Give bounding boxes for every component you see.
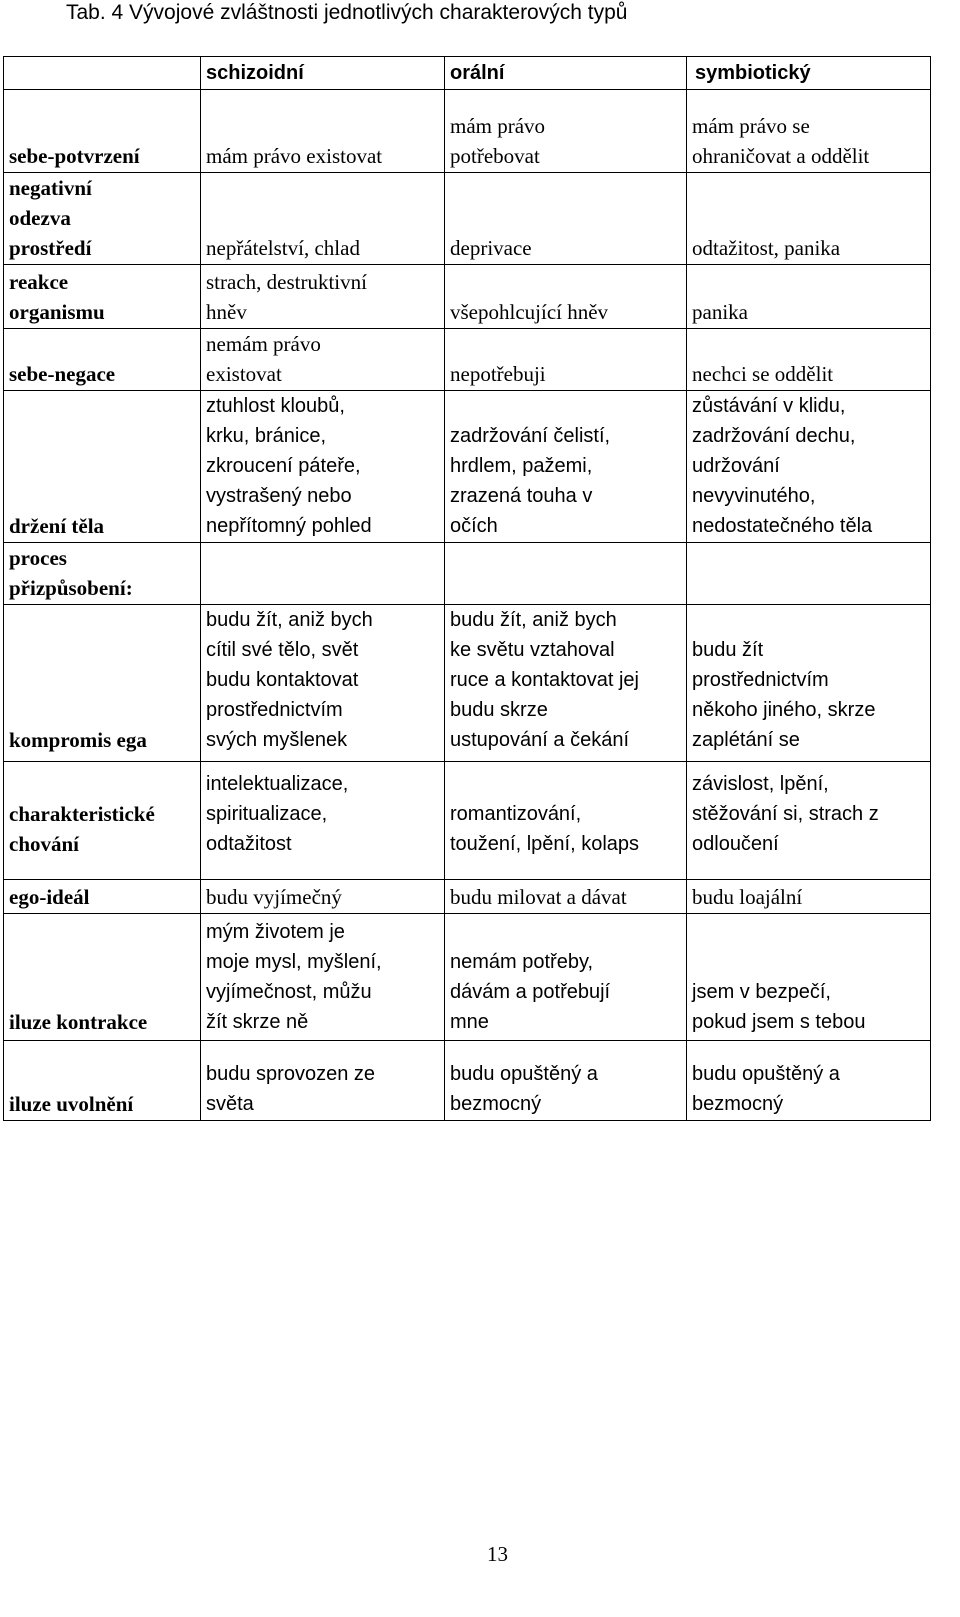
table-cell: jsem v bezpečí, pokud jsem s tebou <box>687 914 931 1041</box>
table-cell: mám právo potřebovat <box>445 90 687 173</box>
table-row <box>4 762 931 880</box>
table-row <box>4 880 931 914</box>
header-cell-empty <box>4 57 201 90</box>
page-number: 13 <box>487 1542 508 1566</box>
table-row <box>4 605 931 762</box>
table-cell: nemám právo existovat <box>201 329 445 391</box>
table-cell: ztuhlost kloubů, krku, bránice, zkroucení páteře, vystrašený nebo nepřítomný pohled <box>201 391 445 543</box>
table-cell: romantizování, toužení, lpění, kolaps <box>445 762 687 880</box>
table-cell: strach, destruktivní hněv <box>201 265 445 329</box>
row-label: reakce organismu <box>4 265 201 329</box>
table-cell: deprivace <box>445 173 687 265</box>
table-cell: mám právo existovat <box>201 90 445 173</box>
header-row <box>4 57 931 90</box>
table-cell: zůstávání v klidu, zadržování dechu, udržování nevyvinutého, nedostatečného těla <box>687 391 931 543</box>
table-row <box>4 1041 931 1121</box>
table-cell: budu vyjímečný <box>201 880 445 914</box>
table-cell: panika <box>687 265 931 329</box>
row-label: ego-ideál <box>4 880 201 914</box>
table-cell <box>201 543 445 605</box>
table-cell: budu opuštěný a bezmocný <box>445 1041 687 1121</box>
header-oralni: orální <box>445 57 687 90</box>
table-cell: budu loajální <box>687 880 931 914</box>
table-cell: nepotřebuji <box>445 329 687 391</box>
row-label: sebe-potvrzení <box>4 90 201 173</box>
table-row <box>4 173 931 265</box>
table-row <box>4 914 931 1041</box>
table-row <box>4 90 931 173</box>
table-cell: nepřátelství, chlad <box>201 173 445 265</box>
table-cell <box>445 543 687 605</box>
table-cell: nemám potřeby, dávám a potřebují mne <box>445 914 687 1041</box>
table-row <box>4 391 931 543</box>
table-cell: budu opuštěný a bezmocný <box>687 1041 931 1121</box>
table-caption: Tab. 4 Vývojové zvláštnosti jednotlivých charakterových typů <box>66 1 628 24</box>
row-label: sebe-negace <box>4 329 201 391</box>
header-schizoidni: schizoidní <box>201 57 445 90</box>
table-cell: mám právo se ohraničovat a oddělit <box>687 90 931 173</box>
table-cell: intelektualizace, spiritualizace, odtažitost <box>201 762 445 880</box>
header-symbioticky: symbiotický <box>687 57 931 90</box>
row-label: proces přizpůsobení: <box>4 543 201 605</box>
table-cell: budu žít, aniž bych cítil své tělo, svět budu kontaktovat prostřednictvím svých myšlenek <box>201 605 445 762</box>
table-cell: nechci se oddělit <box>687 329 931 391</box>
table-cell: odtažitost, panika <box>687 173 931 265</box>
table-cell: budu milovat a dávat <box>445 880 687 914</box>
row-label: držení těla <box>4 391 201 543</box>
row-label: charakteristické chování <box>4 762 201 880</box>
table-cell: závislost, lpění, stěžování si, strach z odloučení <box>687 762 931 880</box>
table-cell: budu žít prostřednictvím někoho jiného, skrze zaplétání se <box>687 605 931 762</box>
row-label: kompromis ega <box>4 605 201 762</box>
table-row <box>4 329 931 391</box>
table-cell: mým životem je moje mysl, myšlení, vyjímečnost, můžu žít skrze ně <box>201 914 445 1041</box>
table-cell <box>687 543 931 605</box>
table-cell: budu žít, aniž bych ke světu vztahoval ruce a kontaktovat jej budu skrze ustupování a čekání <box>445 605 687 762</box>
table-cell: všepohlcující hněv <box>445 265 687 329</box>
table-row <box>4 543 931 605</box>
table-cell: budu sprovozen ze světa <box>201 1041 445 1121</box>
character-types-table <box>3 56 931 1121</box>
table-row <box>4 265 931 329</box>
row-label: negativní odezva prostředí <box>4 173 201 265</box>
row-label: iluze uvolnění <box>4 1041 201 1121</box>
table-cell: zadržování čelistí, hrdlem, pažemi, zrazená touha v očích <box>445 391 687 543</box>
row-label: iluze kontrakce <box>4 914 201 1041</box>
